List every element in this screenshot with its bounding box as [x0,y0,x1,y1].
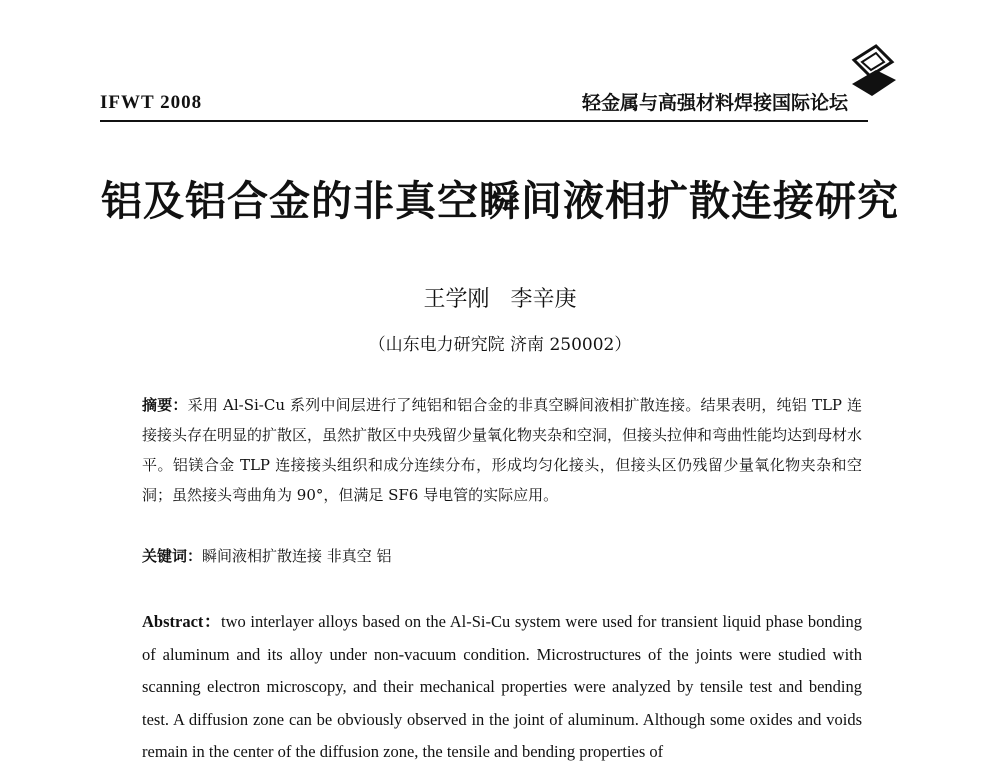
keywords [142,545,862,566]
abstract-cn-label: 摘要： [142,396,188,414]
abstract-english [142,606,862,769]
abstract-en-label: Abstract： [142,612,221,631]
abstract-chinese [142,390,862,510]
header-rule [100,120,868,122]
forum-logo-icon [846,40,898,106]
running-header-right: 轻金属与高强材料焊接国际论坛 [581,92,848,114]
abstract-cn-text: 采用 Al-Si-Cu 系列中间层进行了纯铝和铝合金的非真空瞬间液相扩散连接。结果表明，纯铝 TLP 连接接头存在明显的扩散区，虽然扩散区中央残留少量氧化物夹杂和空洞，但接头拉伸和弯曲性能均达到母材水平。铝镁合金 TLP 连接接头组织和成分连续分布，形成均匀化接头，但接头区仍残留少量氧化物夹杂和空洞；虽然接头弯曲角为 90°，但满足 SF6 导电管的实际应用。 [142,396,863,504]
paper-title: 铝及铝合金的非真空瞬间液相扩散连接研究 [101,177,899,225]
keywords-label: 关键词： [142,547,203,565]
running-header-left: IFWT 2008 [100,92,203,113]
paper-authors: 王学刚 李辛庚 [423,287,577,312]
abstract-en-text: two interlayer alloys based on the Al-Si-Cu system were used for transient liquid phase bonding of aluminum and its alloy under non-vacuum condition. Microstructures of the joints were studied with scanning electron microscopy, and their mechanical properties were analyzed by tensile test and bending test. A diffusion zone can be obviously observed in the joint of aluminum. Although some oxides and voids remain in the center of the diffusion zone, the tensile and bending properties of [142,612,862,761]
keywords-text: 瞬间液相扩散连接 非真空 铝 [202,547,392,565]
paper-affiliation: （山东电力研究院 济南 250002） [368,335,632,355]
